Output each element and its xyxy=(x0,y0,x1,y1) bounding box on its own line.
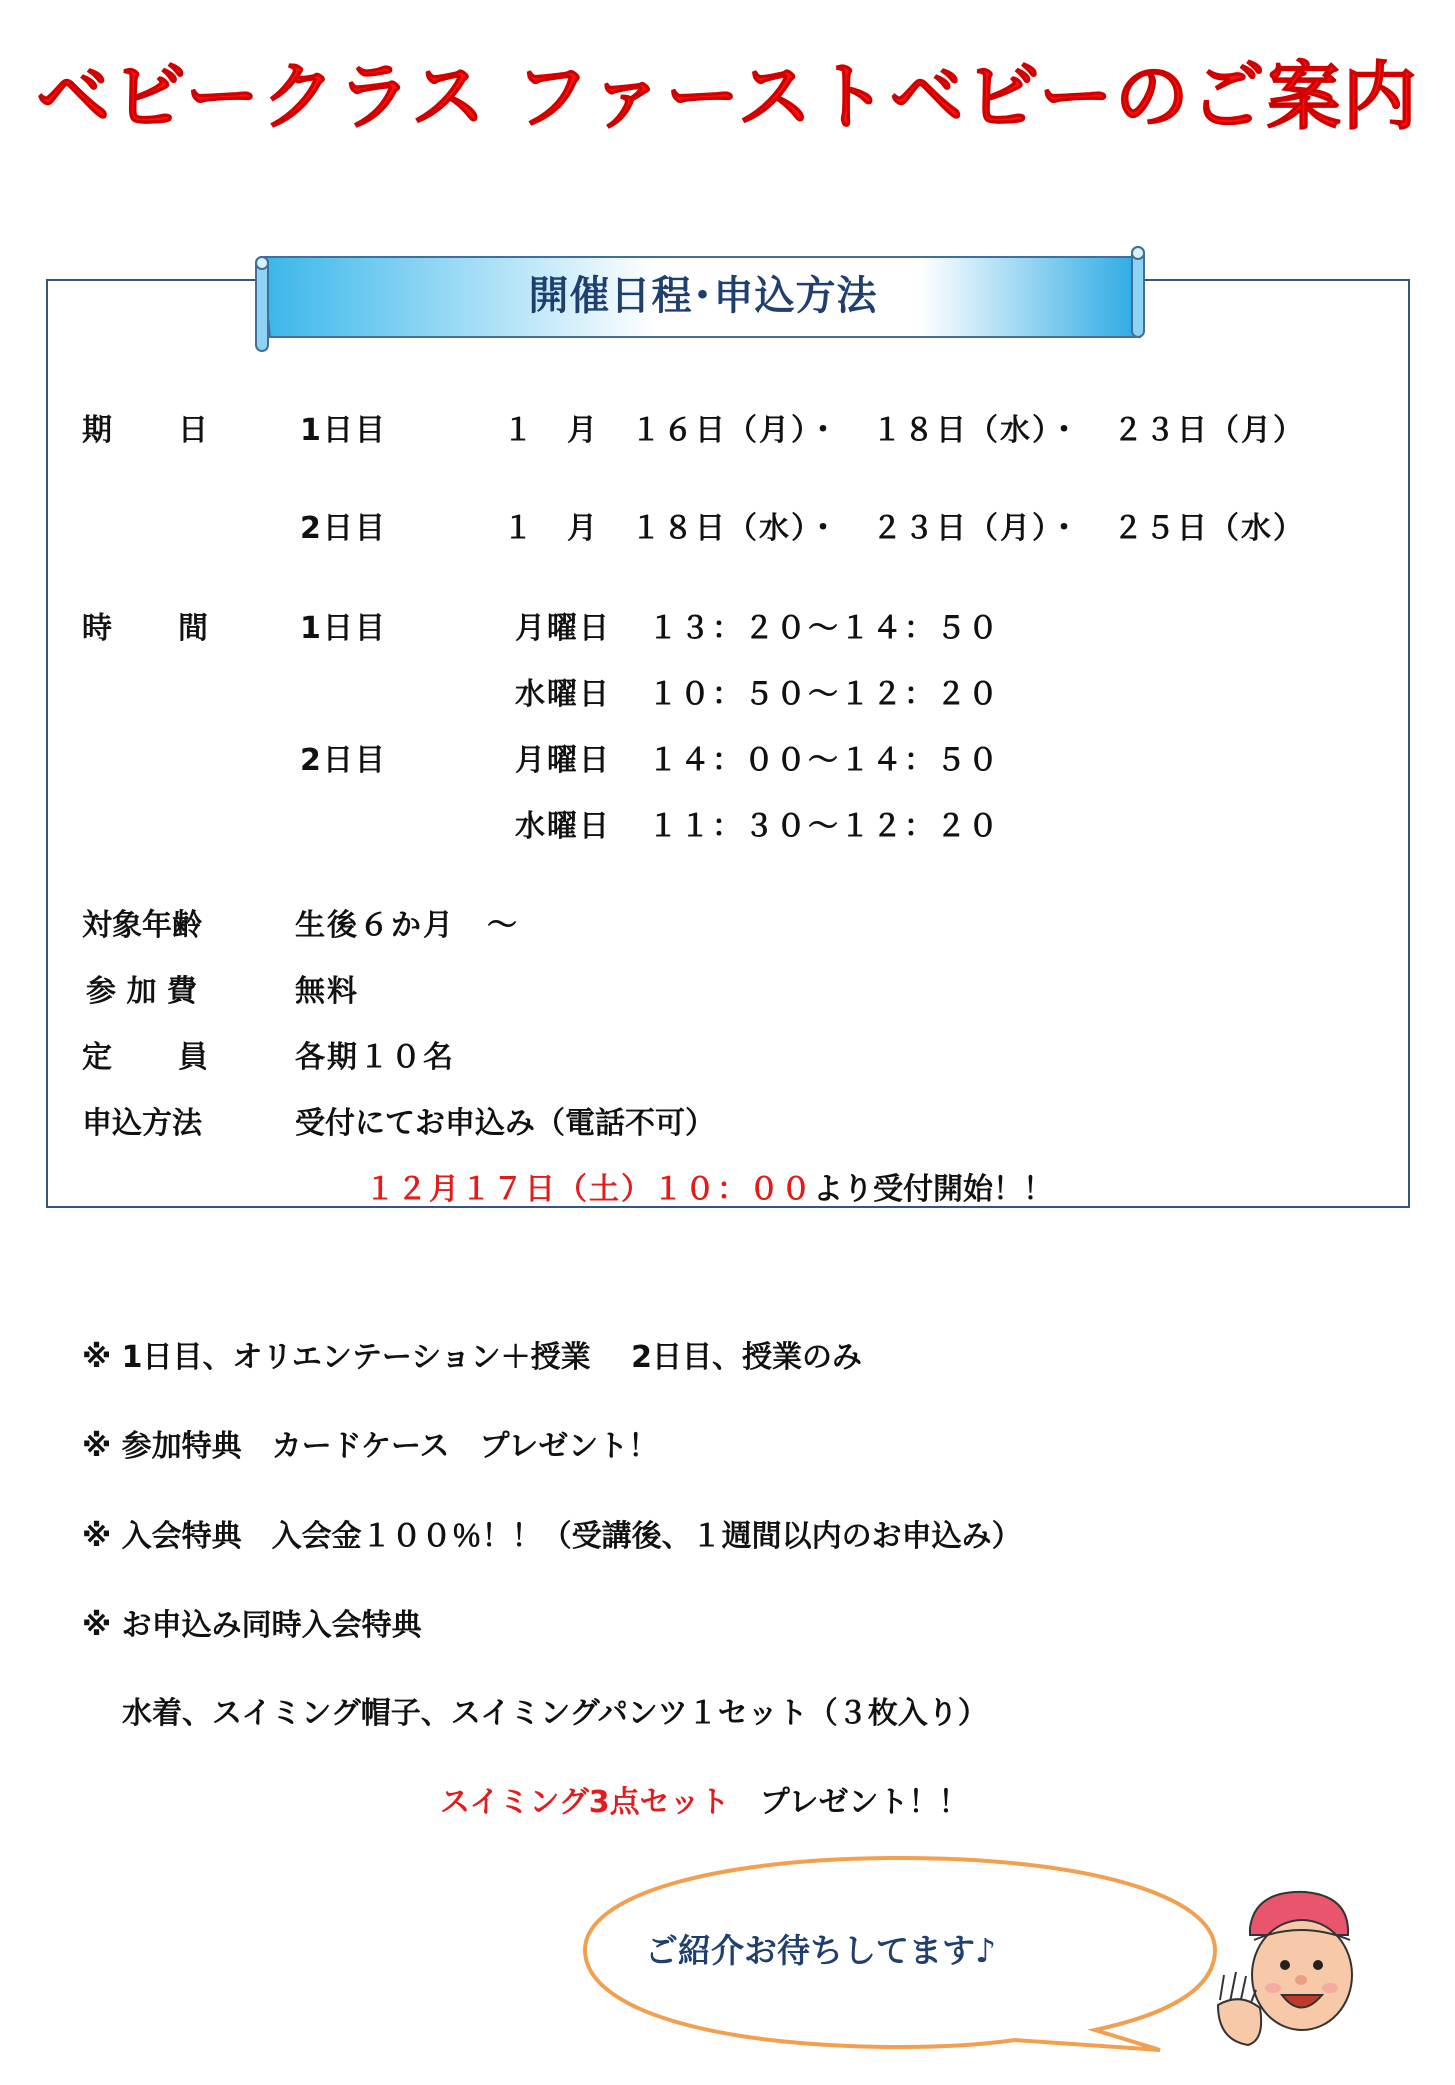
note-lessons: ※ 1日目、オリエンテーション＋授業 2日目、授業のみ xyxy=(82,1340,863,1375)
note-enrollment-bonus: ※ 入会特典 入会金１００％！！（受講後、１週間以内のお申込み） xyxy=(82,1519,1022,1554)
note-participation-bonus: ※ 参加特典 カードケース プレゼント！ xyxy=(82,1429,659,1464)
age-label: 対象年齢 xyxy=(82,908,202,943)
kijitsu-label: 期 日 xyxy=(82,413,210,448)
fee-value: 無料 xyxy=(295,974,359,1009)
note-simultaneous-bonus: ※ お申込み同時入会特典 xyxy=(82,1608,422,1643)
method-label: 申込方法 xyxy=(82,1106,202,1141)
capacity-label: 定 員 xyxy=(82,1040,210,1075)
present-item: スイミング3点セット xyxy=(440,1785,730,1820)
time-range: １０：５０～１２：２０ xyxy=(648,677,1000,712)
time-weekday: 水曜日 xyxy=(515,677,611,712)
day2-dates: １ 月 １８日（水）・ ２３日（月）・ ２５日（水） xyxy=(503,511,1305,546)
present-line xyxy=(440,1777,969,1821)
day1-dates: １ 月 １６日（月）・ １８日（水）・ ２３日（月） xyxy=(503,413,1305,448)
bubble-text: ご紹介お待ちしてます♪ xyxy=(645,1931,997,1970)
time-day-label: 2日目 xyxy=(300,743,387,778)
present-text: プレゼント！！ xyxy=(759,1785,969,1820)
age-value: 生後６か月 ～ xyxy=(295,908,519,943)
note-bonus-detail: 水着、スイミング帽子、スイミングパンツ１セット（３枚入り） xyxy=(122,1696,988,1731)
application-start xyxy=(365,1164,1053,1208)
waving-character-illustration xyxy=(1210,1880,1370,2055)
method-value: 受付にてお申込み（電話不可） xyxy=(295,1106,715,1141)
capacity-value: 各期１０名 xyxy=(295,1040,455,1075)
day1-label: 1日目 xyxy=(300,413,387,448)
box-heading: 開催日程･申込方法 xyxy=(528,273,878,319)
time-weekday: 月曜日 xyxy=(515,743,611,778)
day2-label: 2日目 xyxy=(300,511,387,546)
application-start-text: より受付開始！！ xyxy=(813,1172,1053,1207)
jikan-label: 時 間 xyxy=(82,611,210,646)
page-title: ベビークラス ファーストベビーのご案内 xyxy=(36,54,1419,140)
application-start-date: １２月１７日（土）１０：００ xyxy=(365,1172,813,1207)
time-day-label: 1日目 xyxy=(300,611,387,646)
fee-label: 参 加 費 xyxy=(86,974,197,1009)
time-weekday: 水曜日 xyxy=(515,809,611,844)
time-range: １３：２０～１４：５０ xyxy=(648,611,1000,646)
time-weekday: 月曜日 xyxy=(515,611,611,646)
time-range: １４：００～１４：５０ xyxy=(648,743,1000,778)
time-range: １１：３０～１２：２０ xyxy=(648,809,1000,844)
